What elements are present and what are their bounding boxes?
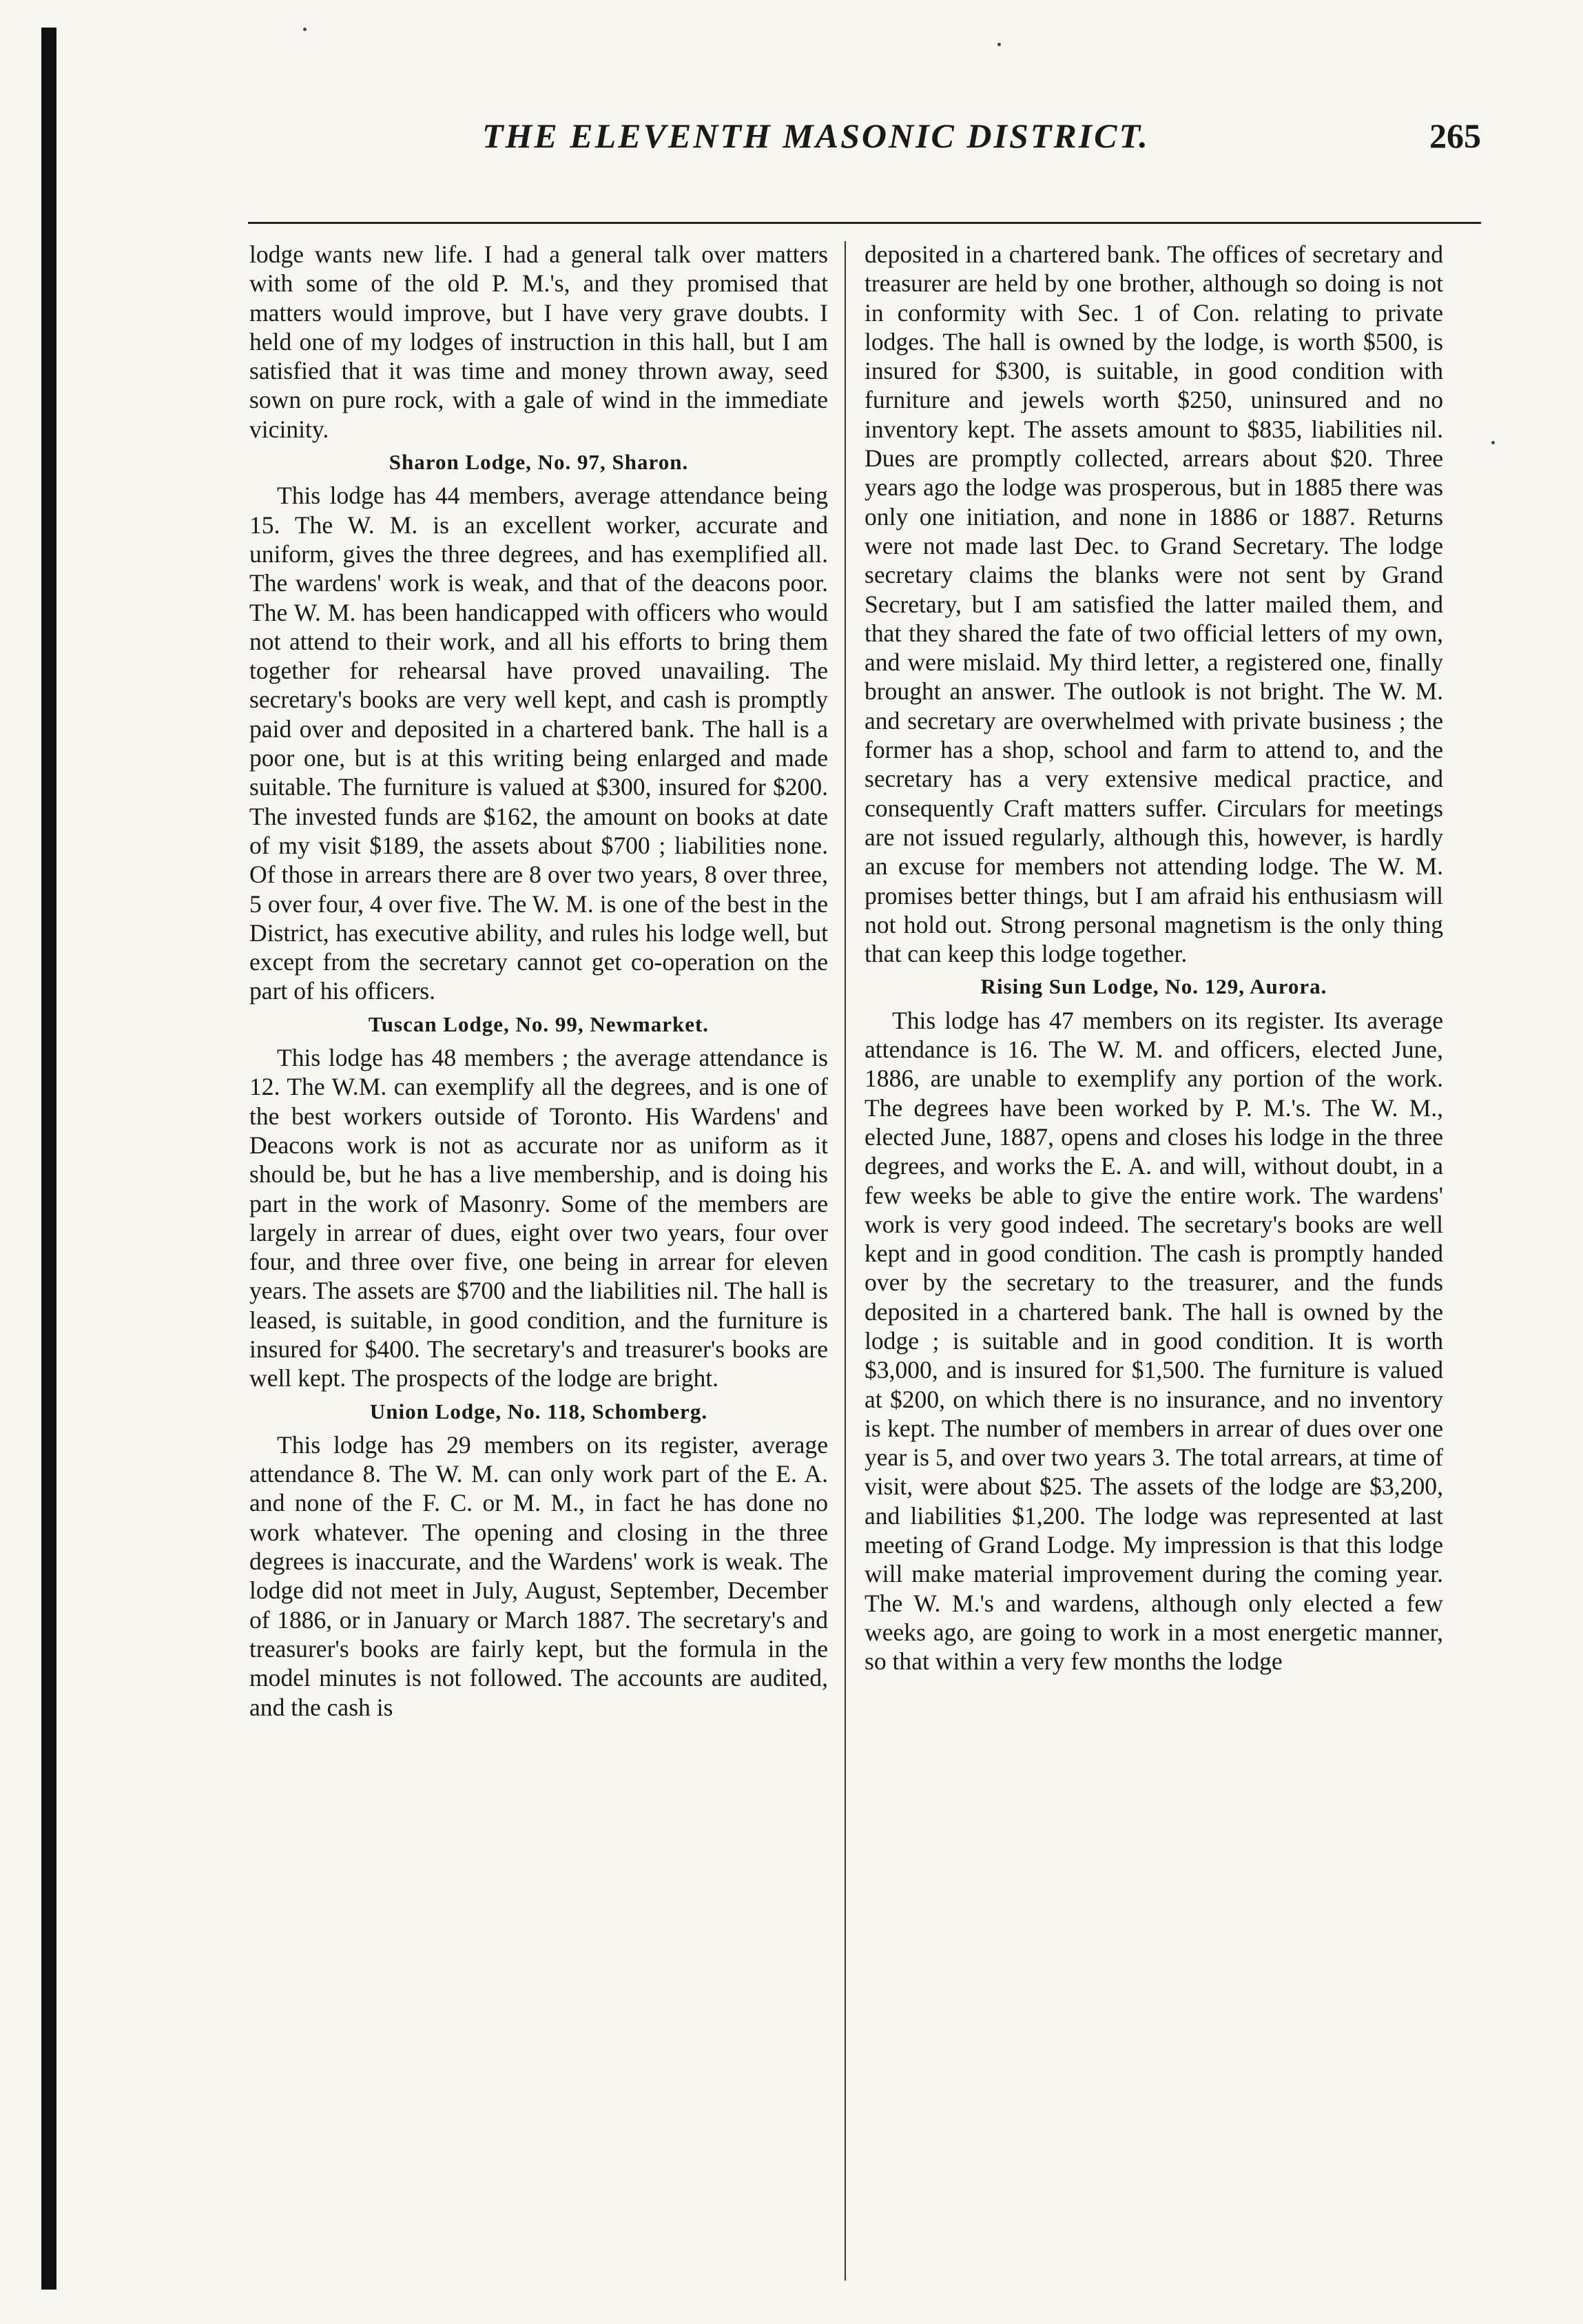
page-number: 265 xyxy=(1429,116,1481,155)
lodge-report-rising-sun: This lodge has 47 members on its register. Its average attendance is 16. The W. M. and officers, elected June, 1886, are unable to exemplify any portion of the work. The degrees have been worked by P. M.'s. The W. M., elected June, 1887, opens and closes his lodge in the three degrees, and works the E. A. and will, without doubt, in a few weeks be able to give the entire work. The wardens' work is very good indeed. The secretary's books are well kept and in good condition. The cash is promptly handed over by the secretary to the treasurer, and the funds deposited in a chartered bank. The hall is owned by the lodge ; is suitable and in good condition. It is worth $3,000, and is insured for $1,500. The furniture is valued at $200, on which there is no insurance, and no inventory is kept. The number of members in arrear of dues over one year is 5, and over two years 3. The total arrears, at time of visit, were about $25. The assets of the lodge are $3,200, and liabilities $1,200. The lodge was represented at last meeting of Grand Lodge. My impression is that this lodge will make material improvement during the coming year. The W. M.'s and wardens, although only elected a few weeks ago, are going to work in a most energetic manner, so that within a very few months the lodge xyxy=(865,1006,1443,1676)
lodge-heading-rising-sun: Rising Sun Lodge, No. 129, Aurora. xyxy=(980,974,1327,999)
speck xyxy=(997,43,1001,46)
lodge-heading-union: Union Lodge, No. 118, Schomberg. xyxy=(369,1399,708,1423)
speck xyxy=(303,28,307,31)
lodge-report-tuscan: This lodge has 48 members ; the average attendance is 12. The W.M. can exemplify all the degrees, and is one of the best workers outside of Toronto. His Wardens' and Deacons work is not as accurate nor as uniform as it should be, but he has a live membership, and is doing his part in the work of Masonry. Some of the members are largely in arrear of dues, eight over two years, four over four, and three over five, one being in arrear for eleven years. The assets are $700 and the liabilities nil. The hall is leased, is suitable, in good condition, and the furniture is insured for $400. The secretary's and treasurer's books are well kept. The prospects of the lodge are bright. xyxy=(249,1044,828,1392)
lodge-heading-tuscan: Tuscan Lodge, No. 99, Newmarket. xyxy=(368,1011,710,1036)
header-rule xyxy=(248,222,1481,224)
lodge-report-sharon: This lodge has 44 members, average attendance being 15. The W. M. is an excellent worker, accurate and uniform, gives the three degrees, and has exemplified all. The wardens' work is weak, and that of the deacons poor. The W. M. has been handicapped with officers who would not attend to their work, and all his efforts to bring them together for rehearsal have proved unavailing. The secretary's books are very well kept, and cash is promptly paid over and deposited in a chartered bank. The hall is a poor one, but is at this writing being enlarged and made suitable. The furniture is valued at $300, insured for $200. The invested funds are $162, the amount on books at date of my visit $189, the assets about $700 ; liabilities none. Of those in arrears there are 8 over two years, 8 over three, 5 over four, 4 over five. The W. M. is one of the best in the District, has executive ability, and rules his lodge well, but except from the secretary cannot get co-operation on the part of his officers. xyxy=(249,482,828,1005)
page-header xyxy=(248,116,1481,171)
lodge-heading-sharon: Sharon Lodge, No. 97, Sharon. xyxy=(389,450,689,475)
binding-edge xyxy=(41,28,56,2290)
left-column xyxy=(249,240,828,2286)
right-column xyxy=(865,240,1443,2286)
running-title: THE ELEVENTH MASONIC DISTRICT. xyxy=(482,116,1150,155)
lodge-report-union: This lodge has 29 members on its register, average attendance 8. The W. M. can only work part of the E. A. and none of the F. C. or M. M., in fact he has done no work whatever. The opening and closing in the three degrees is inaccurate, and the Wardens' work is weak. The lodge did not meet in July, August, September, December of 1886, or in January or March 1887. The secretary's and treasurer's books are fairly kept, but the formula in the model minutes is not followed. The accounts are audited, and the cash is xyxy=(249,1430,828,1721)
speck xyxy=(1491,441,1495,444)
continuation-text: deposited in a chartered bank. The offices of secretary and treasurer are held by one brother, although so doing is not in conformity with Sec. 1 of Con. relating to private lodges. The hall is owned by the lodge, is worth $500, is insured for $300, is suitable, in good condition with furniture and jewels worth $250, uninsured and no inventory kept. The assets amount to $835, liabilities nil. Dues are promptly collected, arrears about $20. Three years ago the lodge was prosperous, but in 1885 there was only one initiation, and none in 1886 or 1887. Returns were not made last Dec. to Grand Secretary. The lodge secretary claims the blanks were not sent by Grand Secretary, but I am satisfied the latter mailed them, and that they shared the fate of two official letters of my own, and were mislaid. My third letter, a registered one, finally brought an answer. The outlook is not bright. The W. M. and secretary are overwhelmed with private business ; the former has a shop, school and farm to attend to, and the secretary has a very extensive medical practice, and consequently Craft matters suffer. Circulars for meetings are not issued regularly, although this, however, is hardly an excuse for members not attending lodge. The W. M. promises better things, but I am afraid his enthusiasm will not hold out. Strong personal magnetism is the only thing that can keep this lodge together. xyxy=(865,240,1443,968)
column-divider xyxy=(845,241,846,2281)
continuation-text: lodge wants new life. I had a general talk over matters with some of the old P. M.'s, and they promised that matters would improve, but I have very grave doubts. I held one of my lodges of instruction in this hall, but I am satisfied that it was time and money thrown away, seed sown on pure rock, with a gale of wind in the immediate vicinity. xyxy=(249,240,828,443)
